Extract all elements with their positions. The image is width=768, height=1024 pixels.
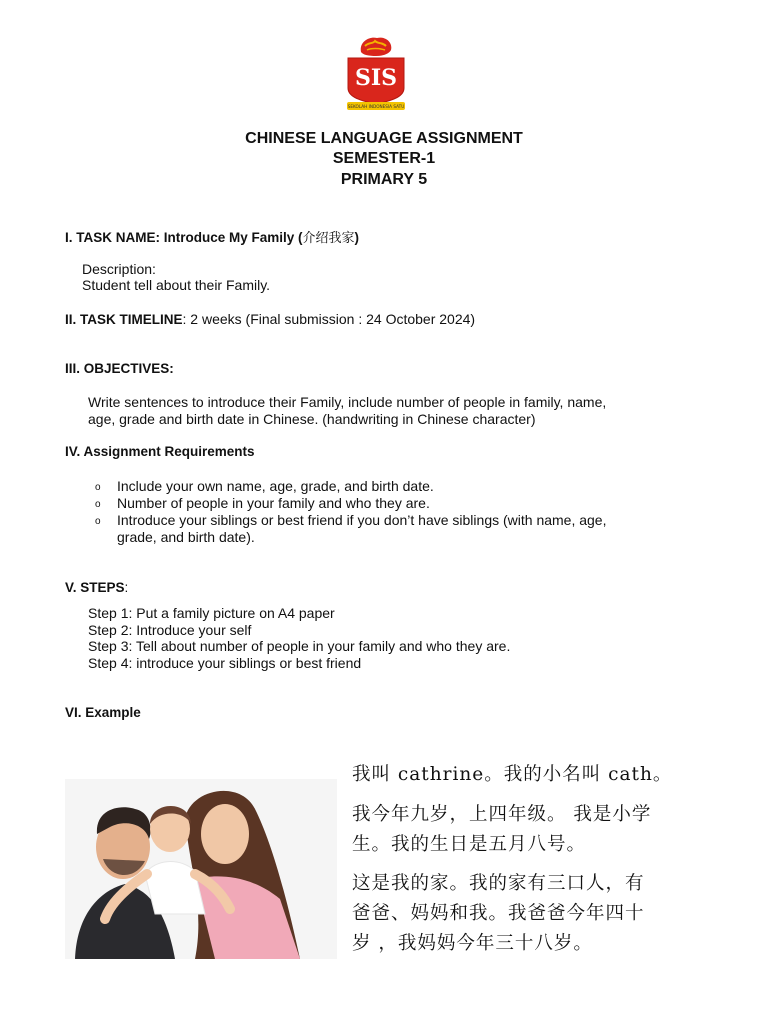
example-chinese-line: 岁 ，我妈妈今年三十八岁。 <box>352 933 593 954</box>
description-label: Description: <box>82 261 156 277</box>
logo-text: SIS <box>354 65 398 91</box>
requirement-item-continued: grade, and birth date). <box>117 529 255 545</box>
example-heading: VI. Example <box>65 705 141 720</box>
objectives-heading: III. OBJECTIVES: <box>65 361 174 376</box>
objectives-line-1: Write sentences to introduce their Family, include number of people in family, name, <box>88 394 607 410</box>
logo-tagline: SEKOLAH INDONESIA SATU <box>347 104 405 109</box>
example-chinese-line: 这是我的家。我的家有三口人，有 <box>352 873 645 894</box>
bullet-icon: o <box>95 499 101 510</box>
doc-title: CHINESE LANGUAGE ASSIGNMENT <box>245 130 523 147</box>
requirements-heading: IV. Assignment Requirements <box>65 444 255 459</box>
bullet-icon: o <box>95 482 101 493</box>
doc-semester: SEMESTER-1 <box>332 150 436 167</box>
bullet-icon: o <box>95 516 101 527</box>
requirement-item: Number of people in your family and who they are. <box>117 495 430 511</box>
step-item: Step 3: Tell about number of people in your family and who they are. <box>88 638 511 654</box>
task-timeline: II. TASK TIMELINE: 2 weeks (Final submission : 24 October 2024) <box>65 311 476 327</box>
example-chinese-line: 我叫 cathrine。我的小名叫 cath。 <box>352 764 673 785</box>
example-chinese-line: 生。我的生日是五月八号。 <box>352 834 587 855</box>
objectives-line-2: age, grade and birth date in Chinese. (handwriting in Chinese character) <box>88 411 536 427</box>
family-photo <box>65 779 337 959</box>
school-logo <box>343 34 409 112</box>
example-chinese-line: 我今年九岁，上四年级。 我是小学 <box>352 804 652 825</box>
requirement-item: Introduce your siblings or best friend if you don’t have siblings (with name, age, <box>117 512 607 528</box>
description-text: Student tell about their Family. <box>82 277 271 293</box>
task-name-heading: I. TASK NAME: Introduce My Family (介绍我家) <box>65 230 360 246</box>
example-chinese-line: 爸爸、妈妈和我。我爸爸今年四十 <box>352 903 645 924</box>
task-name-chinese: 介绍我家 <box>302 231 355 246</box>
step-item: Step 4: introduce your siblings or best friend <box>88 655 362 671</box>
doc-grade: PRIMARY 5 <box>340 171 428 188</box>
requirement-item: Include your own name, age, grade, and birth date. <box>117 478 434 494</box>
step-item: Step 1: Put a family picture on A4 paper <box>88 605 335 621</box>
step-item: Step 2: Introduce your self <box>88 622 252 638</box>
steps-heading: V. STEPS: <box>65 580 129 595</box>
